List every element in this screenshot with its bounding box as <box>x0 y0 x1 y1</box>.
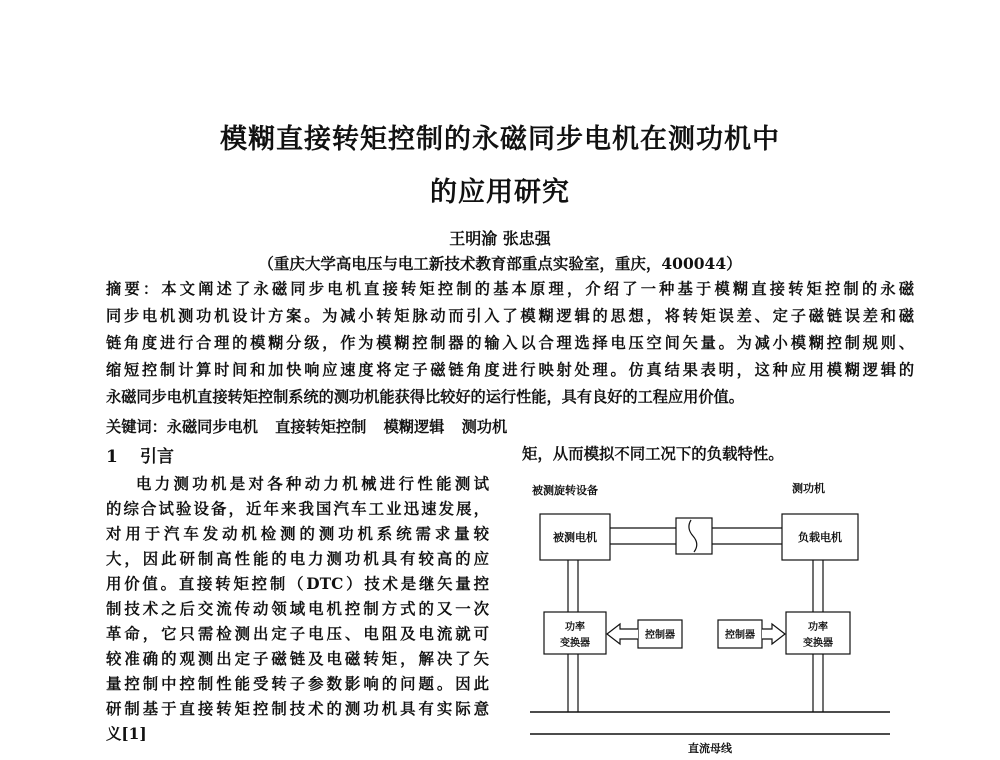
section-title: 引言 <box>140 447 174 467</box>
box-load-motor <box>782 514 858 560</box>
body-line: 制技术之后交流传动领域电机控制方式的又一次 <box>106 600 489 618</box>
section-number: 1 <box>106 447 118 467</box>
bus-label: 直流母线 <box>688 742 732 755</box>
body-line: 量控制中控制性能受转子参数影响的问题。因此 <box>106 675 489 693</box>
box-converter-left <box>544 612 606 654</box>
svg-text:被测电机: 被测电机 <box>553 531 597 544</box>
body-line: 大，因此研制高性能的电力测功机具有较高的应 <box>106 550 489 568</box>
section-heading <box>106 442 174 467</box>
svg-text:变换器: 变换器 <box>803 638 833 649</box>
box-converter-right <box>786 612 850 654</box>
abstract-line: 缩短控制计算时间和加快响应速度将定子磁链角度进行映射处理。仿真结果表明，这种应用模糊逻辑的 <box>106 361 914 379</box>
dc-bus <box>530 712 890 734</box>
abstract-line: 永磁同步电机直接转矩控制系统的测功机能获得比较好的运行性能，具有良好的工程应用价值。 <box>106 388 744 406</box>
svg-text:负载电机: 负载电机 <box>798 531 842 544</box>
paper-title-line-2: 的应用研究 <box>430 177 570 208</box>
authors: 王明渝 张忠强 <box>449 229 551 248</box>
body-line: 的综合试验设备，近年来我国汽车工业迅速发展， <box>106 500 489 518</box>
arrow-controller-to-converter-left <box>607 624 638 644</box>
abstract-line: 摘要：本文阐述了永磁同步电机直接转矩控制的基本原理，介绍了一种基于模糊直接转矩控制的永磁 <box>106 280 914 298</box>
svg-text:功率: 功率 <box>808 622 828 633</box>
svg-text:控制器: 控制器 <box>645 630 675 641</box>
right-column-text: 矩，从而模拟不同工况下的负载特性。 <box>522 445 784 463</box>
label-dynamometer: 测功机 <box>792 482 825 495</box>
shaft-coupling <box>610 518 782 554</box>
body-line: 电力测功机是对各种动力机械进行性能测试 <box>136 475 489 493</box>
body-line: 革命，它只需检测出定子电压、电阻及电流就可 <box>106 625 489 643</box>
box-motor-under-test <box>540 514 610 560</box>
paper-title-line-1: 模糊直接转矩控制的永磁同步电机在测功机中 <box>220 124 780 155</box>
body-line: 较准确的观测出定子磁链及电磁转矩，解决了矢 <box>106 650 489 668</box>
system-block-diagram <box>520 470 900 760</box>
body-line: 义[1] <box>106 725 147 743</box>
keywords: 关键词：永磁同步电机 直接转矩控制 模糊逻辑 测功机 <box>106 418 508 436</box>
svg-text:功率: 功率 <box>565 622 585 633</box>
affiliation: （重庆大学高电压与电工新技术教育部重点实验室，重庆，400044） <box>258 254 742 273</box>
svg-text:控制器: 控制器 <box>725 630 755 641</box>
abstract-line: 链角度进行合理的模糊分级，作为模糊控制器的输入以合理选择电压空间矢量。为减小模糊控制规则、 <box>106 334 914 352</box>
label-device-under-test: 被测旋转设备 <box>532 484 598 497</box>
body-line: 用价值。直接转矩控制（DTC）技术是继矢量控 <box>106 575 489 593</box>
arrow-controller-to-converter-right <box>762 624 785 644</box>
body-line: 对用于汽车发动机检测的测功机系统需求量较 <box>106 525 489 543</box>
svg-text:变换器: 变换器 <box>560 638 590 649</box>
box-controller-left <box>638 620 682 648</box>
box-controller-right <box>718 620 762 648</box>
body-line: 研制基于直接转矩控制技术的测功机具有实际意 <box>106 700 489 718</box>
abstract-line: 同步电机测功机设计方案。为减小转矩脉动而引入了模糊逻辑的思想，将转矩误差、定子磁链误差和磁 <box>106 307 914 325</box>
